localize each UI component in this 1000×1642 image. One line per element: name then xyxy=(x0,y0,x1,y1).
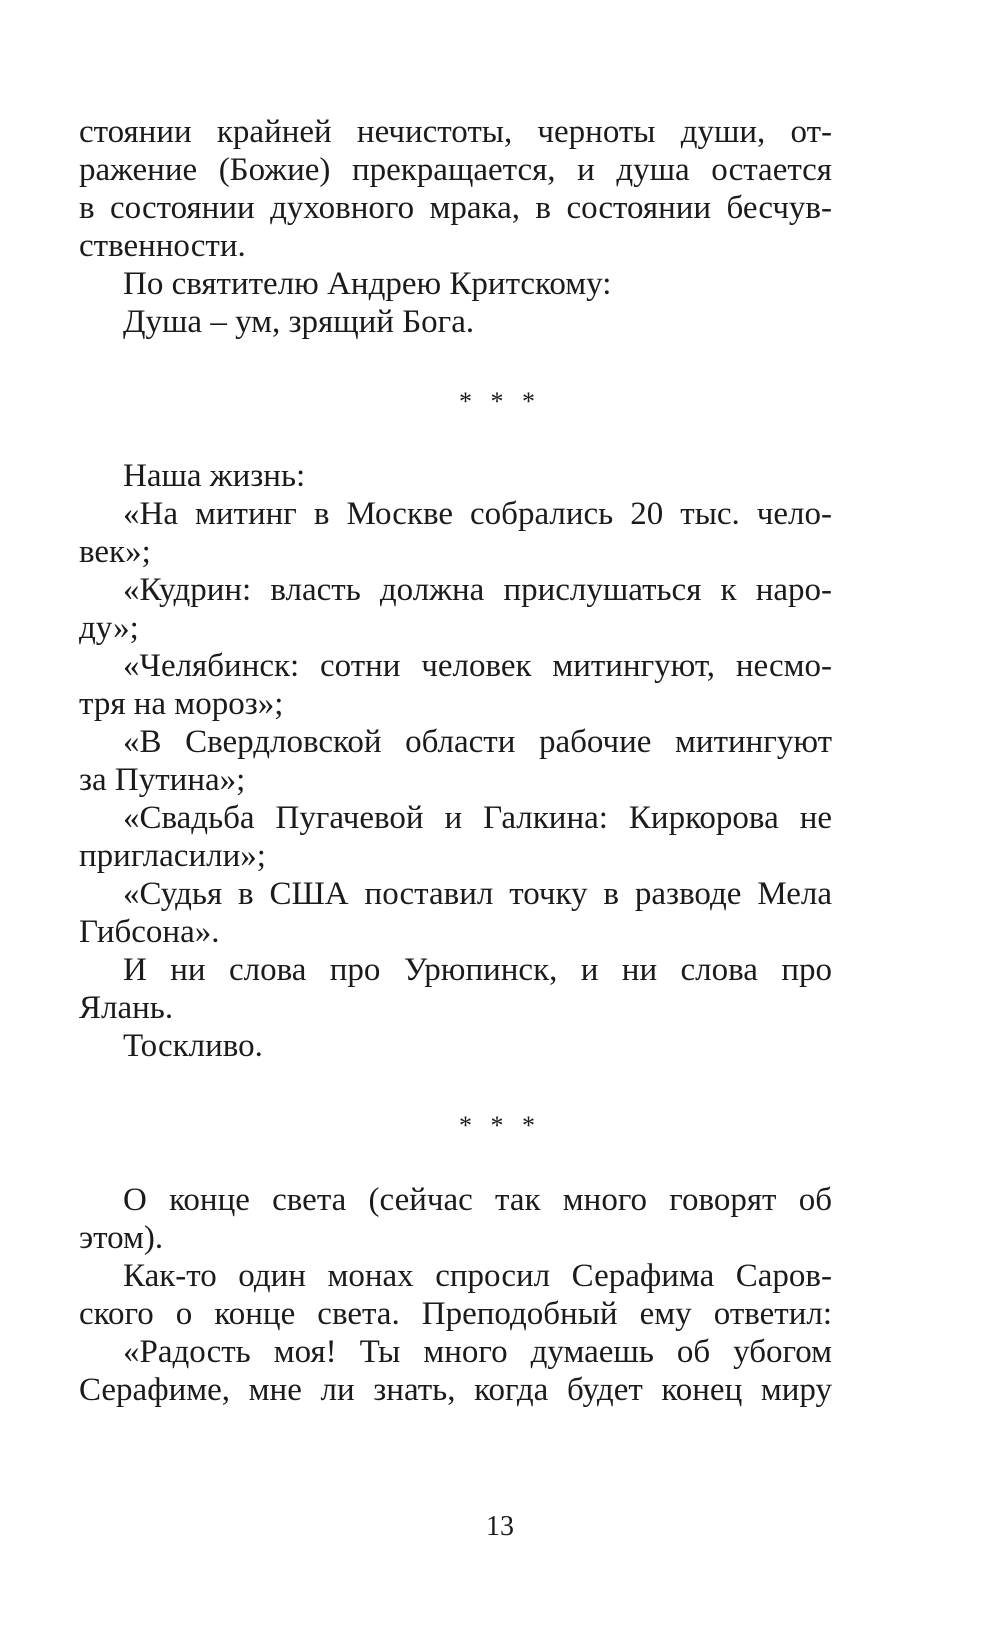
text-line: стоянии крайней нечистоты, черноты души, от- xyxy=(79,114,832,150)
text-line: век»; xyxy=(79,534,151,570)
text-line: «В Свердловской области рабочие митингуют xyxy=(123,724,832,760)
text-line: «Кудрин: власть должна прислушаться к наро- xyxy=(123,572,832,608)
text-line: ского о конце света. Преподобный ему ответил: xyxy=(79,1296,832,1332)
text-line: Серафиме, мне ли знать, когда будет конец миру xyxy=(79,1372,832,1408)
text-line: По святителю Андрею Критскому: xyxy=(123,266,612,302)
text-line: этом). xyxy=(79,1220,164,1256)
text-line: «Свадьба Пугачевой и Галкина: Киркорова не xyxy=(123,800,832,836)
text-line: ражение (Божие) прекращается, и душа остается xyxy=(79,152,832,188)
text-line: ственности. xyxy=(79,228,246,264)
text-line: «На митинг в Москве собрались 20 тыс. чело- xyxy=(123,496,832,532)
text-line: Как-то один монах спросил Серафима Саров- xyxy=(123,1258,832,1294)
text-line: Ялань. xyxy=(79,990,174,1026)
text-line: за Путина»; xyxy=(79,762,246,798)
text-line: тря на мороз»; xyxy=(79,686,284,722)
text-line: «Судья в США поставил точку в разводе Мела xyxy=(123,876,832,912)
text-line: пригласили»; xyxy=(79,838,266,874)
text-line: «Челябинск: сотни человек митингуют, несмо- xyxy=(123,648,832,684)
page-number: 13 xyxy=(486,1511,514,1542)
text-line: Наша жизнь: xyxy=(123,458,306,494)
section-separator: * * * xyxy=(459,387,541,416)
text-line: в состоянии духовного мрака, в состоянии бесчув- xyxy=(79,190,832,226)
text-line: ду»; xyxy=(79,610,139,646)
text-line: «Радость моя! Ты много думаешь об убогом xyxy=(123,1334,832,1370)
text-line: О конце света (сейчас так много говорят об xyxy=(123,1182,832,1218)
text-line: И ни слова про Урюпинск, и ни слова про xyxy=(123,952,832,988)
text-line: Тоскливо. xyxy=(123,1028,263,1064)
text-line: Душа – ум, зрящий Бога. xyxy=(123,304,475,340)
section-separator: * * * xyxy=(459,1111,541,1140)
text-line: Гибсона». xyxy=(79,914,220,950)
